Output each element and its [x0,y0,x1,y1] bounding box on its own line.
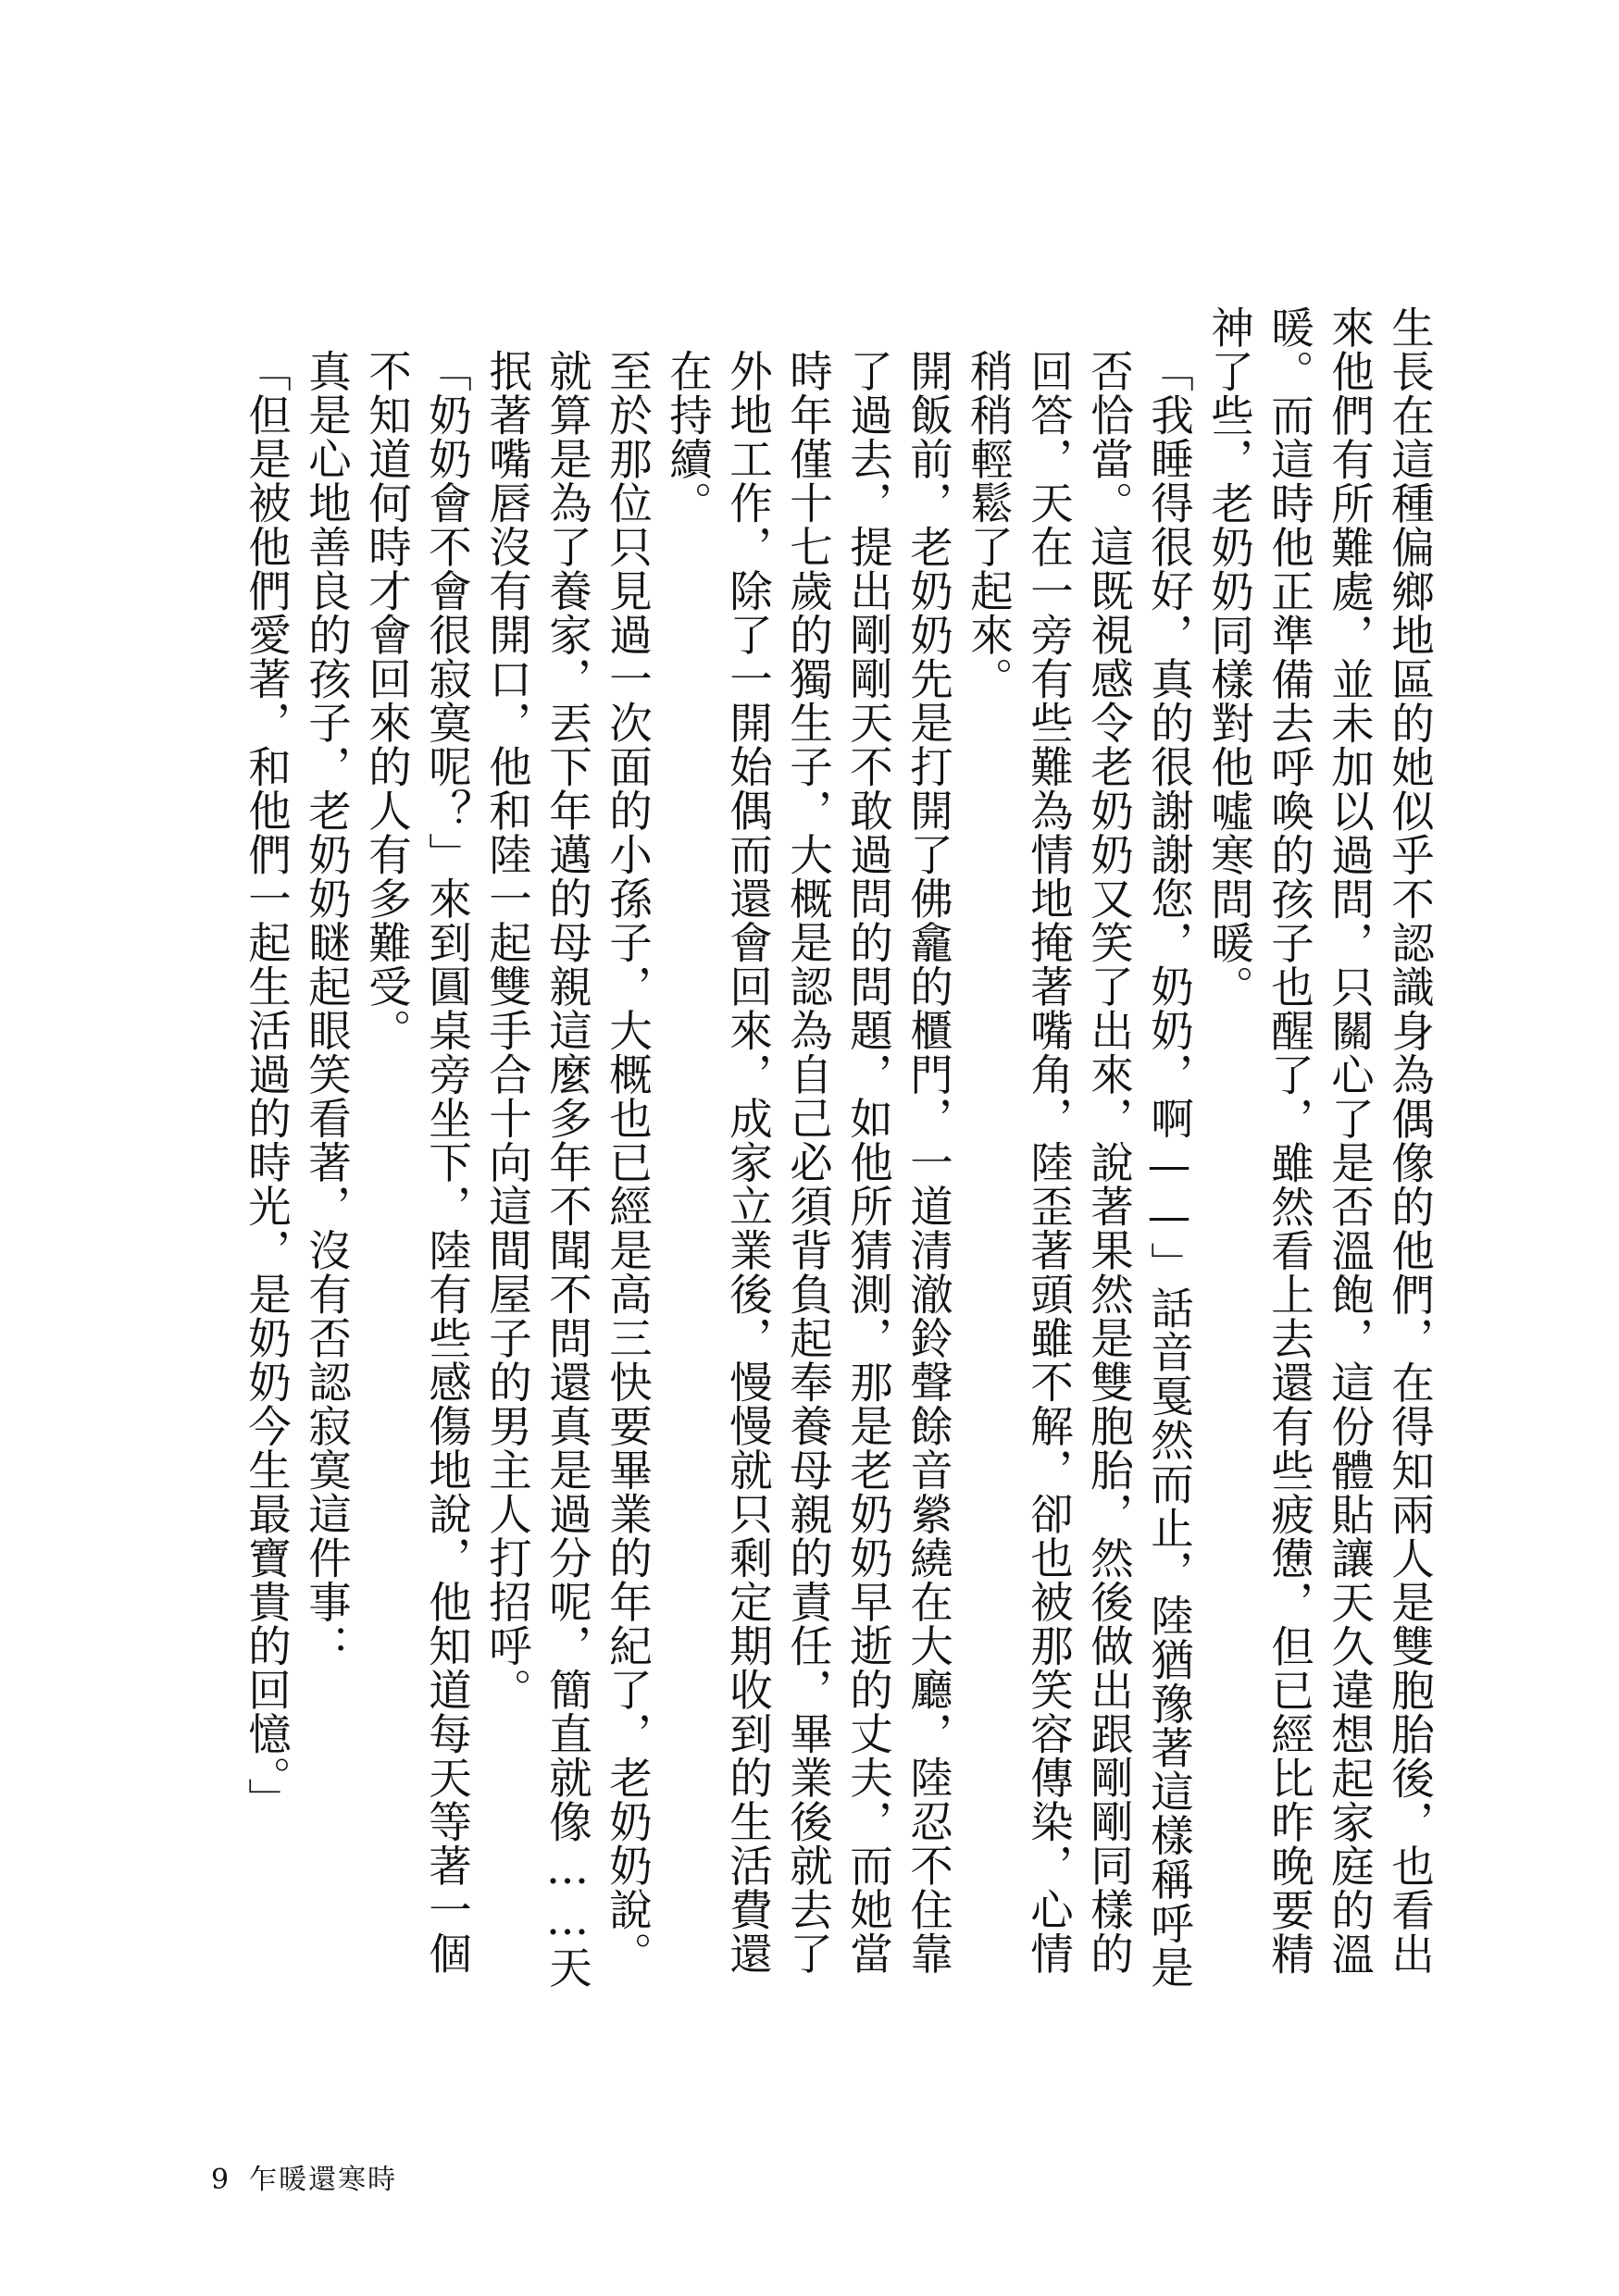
paragraph-7: 真是心地善良的孩子，老奶奶瞇起眼笑看著，沒有否認寂寞這件事： [302,349,352,1668]
paragraph-5: 就算是為了養家，丟下年邁的母親這麼多年不聞不問還真是過分呢，簡直就像……天抿著嘴唇沒有開口，他和陸一起雙手合十向這間屋子的男主人打招呼。 [482,349,592,1990]
paragraph-4: 至於那位只見過一次面的小孫子，大概也已經是高三快要畢業的年紀了，老奶奶說。 [603,349,653,1976]
paragraph-1: 生長在這種偏鄉地區的她似乎不認識身為偶像的他們，在得知兩人是雙胞胎後，也看出來他們有所難處，並未加以過問，只關心了是否溫飽，這份體貼讓天久違想起家庭的溫暖。而這時他正準備去呼喚的孩子也醒了，雖然看上去還有些疲憊，但已經比昨晚要精神了些，老奶奶同樣對他噓寒問暖。 [1204,305,1435,1976]
page-number: 9 [211,2164,230,2196]
paragraph-2: 「我睡得很好，真的很謝謝您，奶奶，啊——」話音戛然而止，陸猶豫著這樣稱呼是否恰當。這既視感令老奶奶又笑了出來，說著果然是雙胞胎，然後做出跟剛剛同樣的回答，天在一旁有些難為情地掩著嘴角，陸歪著頭雖不解，卻也被那笑容傳染，心情稍稍輕鬆了起來。 [964,349,1194,1990]
vertical-text-body [199,305,1439,1999]
paragraph-3: 開飯前，老奶奶先是打開了佛龕的櫃門，一道清澈鈴聲餘音縈繞在大廳，陸忍不住靠了過去，提出剛剛天不敢過問的問題，如他所猜測，那是老奶奶早逝的丈夫，而她當時年僅十七歲的獨生子，大概是認為自己必須背負起奉養母親的責任，畢業後就去了外地工作，除了一開始偶而還會回來，成家立業後，慢慢就只剩定期收到的生活費還在持續。 [663,349,953,1976]
page-footer [211,2156,397,2197]
paragraph-8: 「但是被他們愛著，和他們一起生活過的時光，是奶奶今生最寶貴的回憶。」 [242,349,292,1822]
book-title: 乍暖還寒時 [249,2164,398,2196]
paragraph-6: 「奶奶會不會很寂寞呢？」來到圓桌旁坐下，陸有些感傷地說，他知道每天等著一個不知道何時才會回來的人有多難受。 [362,349,472,1976]
